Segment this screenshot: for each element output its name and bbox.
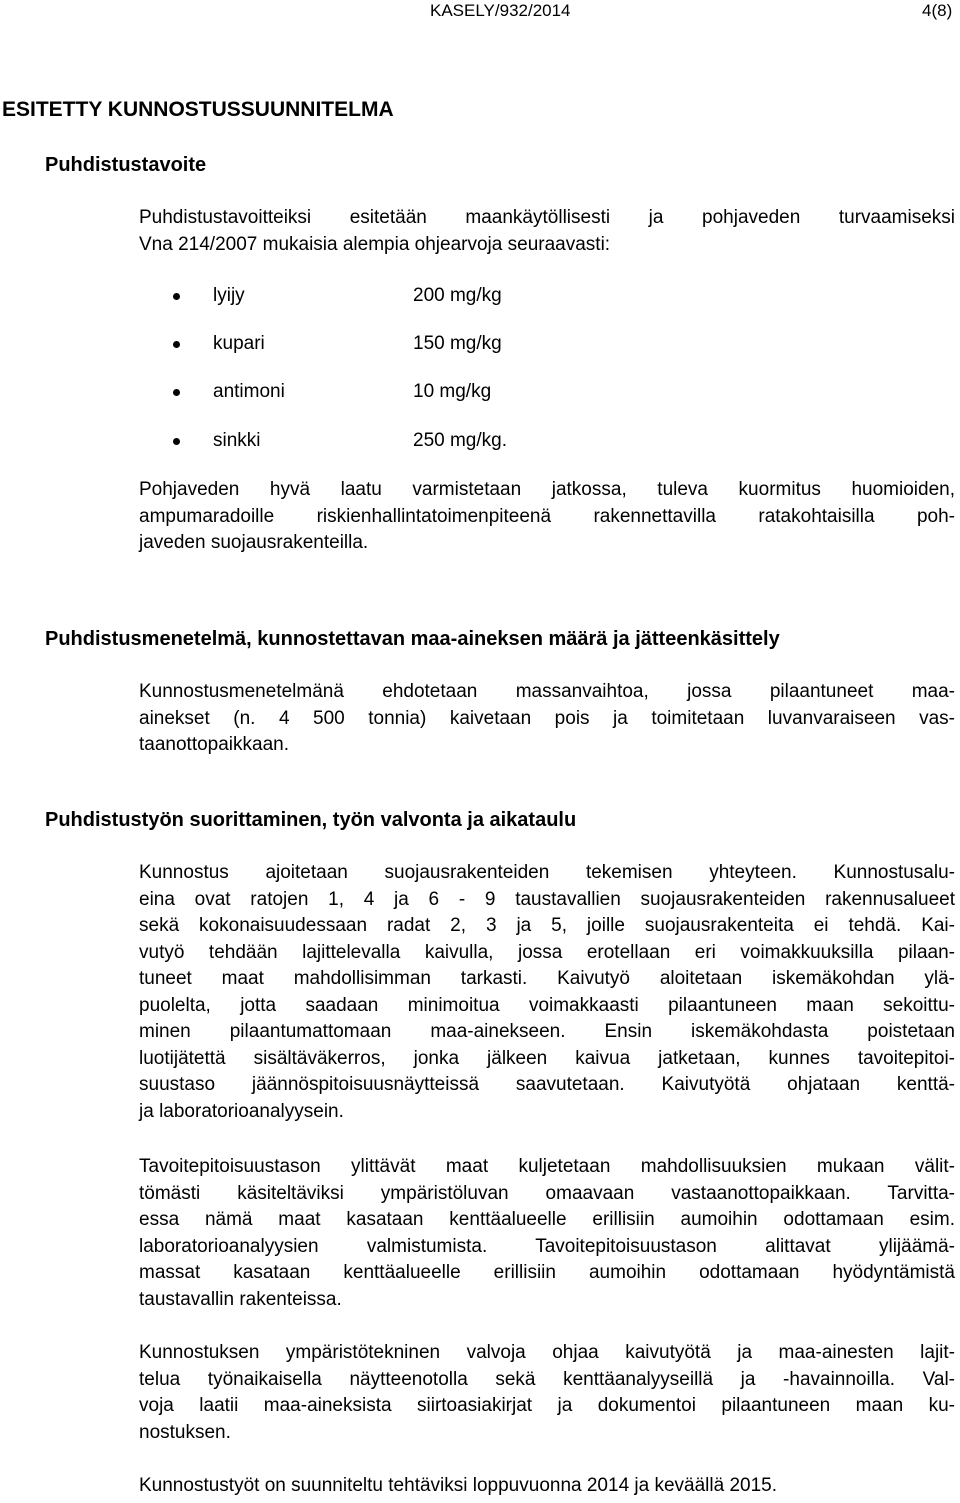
method-paragraph (139, 679, 955, 759)
text-line: Tavoitepitoisuustason ylittävät maat kuljetetaan mahdollisuuksien mukaan välit- (139, 1156, 955, 1177)
text-line: javeden suojausrakenteilla. (139, 532, 369, 553)
limit-item (173, 283, 673, 309)
text-line: ja laboratorioanalyysein. (139, 1100, 344, 1122)
text-line: Kunnostuksen ympäristötekninen valvoja ohjaa kaivutyötä ja maa-ainesten lajit- (139, 1342, 955, 1363)
text-line: Pohjaveden hyvä laatu varmistetaan jatkossa, tuleva kuormitus huomioiden, (139, 479, 955, 500)
text-line: essa nämä maat kasataan kenttäalueelle erillisiin aumoihin odottamaan esim. (139, 1209, 955, 1230)
text-line: taanottopaikkaan. (139, 734, 290, 755)
limit-metal: kupari (213, 333, 265, 354)
page-title: ESITETTY KUNNOSTUSSUUNNITELMA (2, 98, 394, 121)
section-heading-puhdistusmenetelma: Puhdistusmenetelmä, kunnostettavan maa-aineksen määrä ja jätteenkäsittely (45, 628, 780, 650)
text-line: taustavallin rakenteissa. (139, 1288, 342, 1310)
text-line: Vna 214/2007 mukaisia alempia ohjearvoja seuraavasti: (139, 233, 611, 255)
section-heading-puhdistustavoite: Puhdistustavoite (45, 154, 207, 176)
bullet-icon (173, 341, 180, 348)
execution-paragraph-3 (139, 1340, 955, 1446)
bullet-icon (173, 389, 180, 396)
text-line: voja laatii maa-aineksista siirtoasiakirjat ja dokumentoi pilaantuneen maan ku- (139, 1395, 955, 1416)
text-line: luotijätettä sisältäväkerros, jonka jälkeen kaivua jatketaan, kunnes tavoitepitoi- (139, 1047, 955, 1069)
text-line: tömästi käsiteltäviksi ympäristöluvan omaavaan vastaanottopaikkaan. Tarvitta- (139, 1182, 955, 1204)
limit-value: 10 mg/kg (413, 381, 492, 402)
execution-paragraph-2 (139, 1154, 955, 1313)
text-line: vutyö tehdään lajittelevalla kaivulla, jossa erotellaan eri voimakkuuksilla pilaan- (139, 941, 955, 963)
page-number: 4(8) (922, 1, 953, 20)
groundwater-paragraph (139, 477, 955, 557)
text-line: Puhdistustavoitteiksi esitetään maankäytöllisesti ja pohjaveden turvaamiseksi (139, 207, 955, 228)
text-line: Kunnostusmenetelmänä ehdotetaan massanvaihtoa, jossa pilaantuneet maa- (139, 681, 955, 702)
text-line: puolelta, jotta saadaan minimoitua voimakkaasti pilaantuneen maan sekoittu- (139, 994, 955, 1016)
text-line: sekä kokonaisuudessaan radat 2, 3 ja 5, joille suojausrakenteita ei tehdä. Kai- (139, 915, 955, 936)
text-line: Kunnostustyöt on suunniteltu tehtäviksi loppuvuonna 2014 ja keväällä 2015. (139, 1475, 778, 1496)
text-line: telua työnaikaisella näytteenotolla sekä kenttäanalyyseillä ja -havainnoilla. Val- (139, 1368, 955, 1390)
text-line: laboratorioanalyysien valmistumista. Tavoitepitoisuustason alittavat ylijäämä- (139, 1235, 955, 1257)
limit-metal: sinkki (213, 430, 261, 451)
execution-paragraph-1 (139, 860, 955, 1125)
limit-value: 200 mg/kg (413, 285, 502, 306)
document-id: KASELY/932/2014 (430, 1, 571, 20)
limit-value: 150 mg/kg (413, 333, 502, 354)
text-line: minen pilaantumattomaan maa-ainekseen. Ensin iskemäkohdasta poistetaan (139, 1021, 955, 1042)
text-line: eina ovat ratojen 1, 4 ja 6 - 9 taustavallien suojausrakenteiden rakennusalueet (139, 888, 955, 910)
limit-metal: lyijy (213, 285, 245, 306)
bullet-icon (173, 438, 180, 445)
text-line: nostuksen. (139, 1421, 231, 1443)
limit-metal: antimoni (213, 381, 285, 402)
limit-item (173, 331, 673, 357)
limit-value: 250 mg/kg. (413, 430, 507, 451)
text-line: ampumaradoille riskienhallintatoimenpiteenä rakennettavilla ratakohtaisilla poh- (139, 505, 955, 527)
limit-item (173, 428, 673, 454)
text-line: suustaso jäännöspitoisuusnäytteissä saavutetaan. Kaivutyötä ohjataan kenttä- (139, 1074, 955, 1095)
bullet-icon (173, 293, 180, 300)
text-line: ainekset (n. 4 500 tonnia) kaivetaan pois ja toimitetaan luvanvaraiseen vas- (139, 707, 955, 729)
text-line: Kunnostus ajoitetaan suojausrakenteiden tekemisen yhteyteen. Kunnostusalu- (139, 862, 955, 883)
text-line: tuneet maat mahdollisimman tarkasti. Kaivutyö aloitetaan iskemäkohdan ylä- (139, 968, 955, 989)
limit-item (173, 379, 673, 405)
schedule-paragraph (139, 1473, 955, 1500)
section-heading-puhdistustyon-suorittaminen: Puhdistustyön suorittaminen, työn valvonta ja aikataulu (45, 809, 577, 831)
text-line: massat kasataan kenttäalueelle erillisiin aumoihin odottamaan hyödyntämistä (139, 1262, 955, 1283)
intro-paragraph (139, 205, 955, 258)
